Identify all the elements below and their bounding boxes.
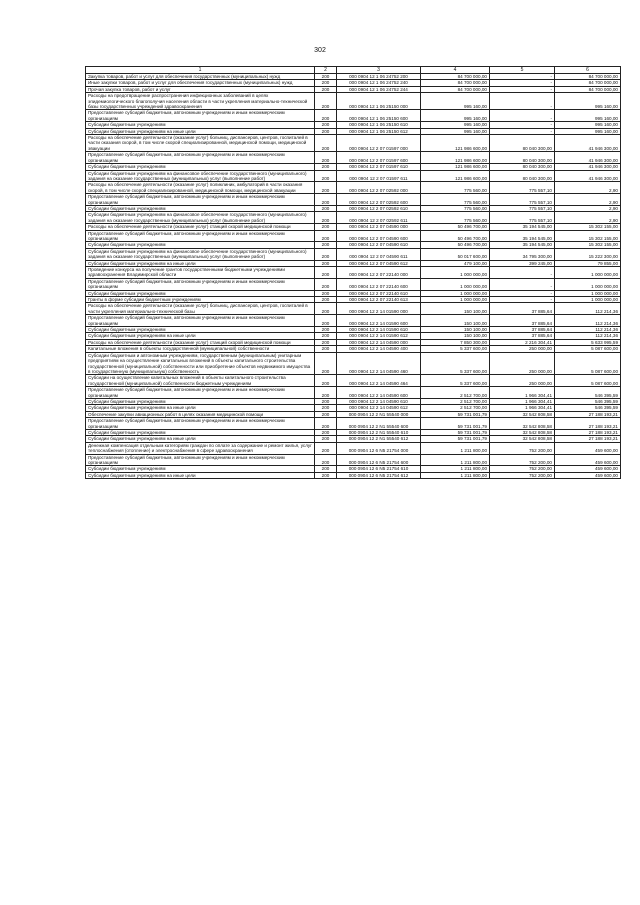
table-row	[86, 194, 621, 206]
classification-code-cell: 000 0904 12 2 07 02592 000	[337, 182, 421, 194]
table-row	[86, 436, 621, 442]
approved-amount-cell: 1 000 000,00	[421, 278, 490, 290]
executed-amount-cell: 35 194 545,00	[490, 224, 555, 230]
column-number-row	[86, 67, 621, 74]
table-row	[86, 375, 621, 387]
classification-code-cell: 000 0904 12 2 14 04590 600	[337, 387, 421, 399]
unexecuted-amount-cell: 1 000 000,00	[555, 290, 621, 296]
table-row	[86, 387, 621, 399]
classification-code-cell: 000 0904 12 2 14 01590 000	[337, 303, 421, 315]
executed-amount-cell: 32 542 808,58	[490, 436, 555, 442]
unexecuted-amount-cell: 15 302 155,00	[555, 242, 621, 248]
table-row	[86, 230, 621, 242]
admin-code-cell: 200	[315, 242, 337, 248]
executed-amount-cell: 752 200,00	[490, 454, 555, 466]
column-number-3: 3	[337, 67, 421, 74]
approved-amount-cell: 1 211 800,00	[421, 454, 490, 466]
admin-code-cell: 200	[315, 442, 337, 454]
admin-code-cell: 200	[315, 352, 337, 375]
approved-amount-cell: 59 731 001,79	[421, 429, 490, 435]
executed-amount-cell: 35 194 545,00	[490, 242, 555, 248]
expense-name-cell: Денежная компенсация отдельным категориям граждан по оплате за содержание и ремонт жилья, услуг теплоснабжения (отопление) и электроснабжения в сфере здравоохранения	[86, 442, 315, 454]
unexecuted-amount-cell: 15 302 155,00	[555, 224, 621, 230]
classification-code-cell: 000 0904 12 2 07 04590 611	[337, 248, 421, 260]
executed-amount-cell: 35 194 545,00	[490, 230, 555, 242]
admin-code-cell: 200	[315, 170, 337, 182]
executed-amount-cell: 32 542 808,58	[490, 418, 555, 430]
admin-code-cell: 200	[315, 86, 337, 92]
approved-amount-cell: 50 496 700,00	[421, 224, 490, 230]
expense-name-cell: Расходы на обеспечение деятельности (оказание услуг) больниц, диспансеров, центров, госпиталей в части укрепления материально-технической базы	[86, 303, 315, 315]
unexecuted-amount-cell: 112 214,36	[555, 315, 621, 327]
executed-amount-cell: 32 542 808,58	[490, 411, 555, 417]
unexecuted-amount-cell: 2,90	[555, 182, 621, 194]
admin-code-cell: 200	[315, 436, 337, 442]
executed-amount-cell: 752 200,00	[490, 466, 555, 472]
approved-amount-cell: 121 986 600,00	[421, 164, 490, 170]
classification-code-cell: 000 0904 12 2 14 04590 000	[337, 339, 421, 345]
classification-code-cell: 000 0904 12 2 07 02592 611	[337, 212, 421, 224]
unexecuted-amount-cell: 27 188 193,21	[555, 436, 621, 442]
executed-amount-cell: -	[490, 86, 555, 92]
admin-code-cell: 200	[315, 80, 337, 86]
column-number-6: 6	[555, 67, 621, 74]
expense-name-cell: Субсидии бюджетным учреждениям на финансовое обеспечение государственного (муниципального) задания на оказание государственных (муниципальных) услуг (выполнение работ)	[86, 212, 315, 224]
classification-code-cell: 000 0904 12 2 07 04590 612	[337, 260, 421, 266]
admin-code-cell: 200	[315, 122, 337, 128]
table-row	[86, 411, 621, 417]
unexecuted-amount-cell: 995 160,00	[555, 122, 621, 128]
table-row	[86, 333, 621, 339]
unexecuted-amount-cell: 84 700 000,00	[555, 74, 621, 80]
unexecuted-amount-cell: 546 395,59	[555, 387, 621, 399]
expense-name-cell: Субсидии бюджетным учреждениям	[86, 205, 315, 211]
expense-name-cell: Прочая закупка товаров, работ и услуг	[86, 86, 315, 92]
approved-amount-cell: 775 560,00	[421, 205, 490, 211]
classification-code-cell: 000 0904 12 2 07 04590 610	[337, 242, 421, 248]
table-row	[86, 405, 621, 411]
unexecuted-amount-cell: 1 000 000,00	[555, 278, 621, 290]
unexecuted-amount-cell: 15 302 155,00	[555, 230, 621, 242]
executed-amount-cell: 775 557,10	[490, 212, 555, 224]
admin-code-cell: 200	[315, 267, 337, 279]
admin-code-cell: 200	[315, 194, 337, 206]
executed-amount-cell: 250 000,00	[490, 375, 555, 387]
classification-code-cell: 000 0904 12 2 07 04590 000	[337, 224, 421, 230]
executed-amount-cell: 775 557,10	[490, 194, 555, 206]
expense-name-cell: Предоставление субсидий бюджетным, автономным учреждениям и иным некоммерческим организациям	[86, 194, 315, 206]
executed-amount-cell: 775 557,10	[490, 182, 555, 194]
expense-name-cell: Предоставление субсидий бюджетным, автономным учреждениям и иным некоммерческим организациям	[86, 387, 315, 399]
table-row	[86, 152, 621, 164]
unexecuted-amount-cell: 546 395,59	[555, 398, 621, 404]
expense-name-cell: Субсидии на осуществление капитальных вложений в объекты капитального строительства государственной (муниципальной) собственности бюджетным учреждениям	[86, 375, 315, 387]
executed-amount-cell: -	[490, 290, 555, 296]
admin-code-cell: 200	[315, 405, 337, 411]
table-row	[86, 315, 621, 327]
admin-code-cell: 200	[315, 290, 337, 296]
expense-name-cell: Расходы на обеспечение деятельности (оказание услуг) поликлиник, амбулаторий в части оказания скорой, в том числе скорой специализированной, медицинской помощи, медицинской эвакуации	[86, 182, 315, 194]
expense-name-cell: Предоставление субсидий бюджетным, автономным учреждениям и иным некоммерческим организациям	[86, 454, 315, 466]
admin-code-cell: 200	[315, 472, 337, 478]
unexecuted-amount-cell: 995 160,00	[555, 110, 621, 122]
page-number: 302	[314, 47, 326, 54]
approved-amount-cell: 5 337 600,00	[421, 352, 490, 375]
approved-amount-cell: 775 560,00	[421, 212, 490, 224]
classification-code-cell: 000 0904 12 1 06 25150 612	[337, 128, 421, 134]
unexecuted-amount-cell: 459 600,00	[555, 472, 621, 478]
admin-code-cell: 200	[315, 93, 337, 110]
classification-code-cell: 000 0904 12 1 06 24752 200	[337, 74, 421, 80]
admin-code-cell: 200	[315, 333, 337, 339]
expense-name-cell: Субсидии бюджетным учреждениям на иные цели	[86, 128, 315, 134]
executed-amount-cell: -	[490, 110, 555, 122]
classification-code-cell: 000 0904 12 2 07 01597 611	[337, 170, 421, 182]
table-row	[86, 339, 621, 345]
admin-code-cell: 200	[315, 182, 337, 194]
unexecuted-amount-cell: 2,90	[555, 212, 621, 224]
executed-amount-cell: 1 966 304,41	[490, 387, 555, 399]
approved-amount-cell: 121 986 600,00	[421, 135, 490, 152]
approved-amount-cell: 150 100,00	[421, 327, 490, 333]
classification-code-cell: 000 0904 12 2 14 04590 612	[337, 405, 421, 411]
admin-code-cell: 200	[315, 418, 337, 430]
expense-name-cell: Субсидии бюджетным учреждениям на иные цели	[86, 333, 315, 339]
expense-name-cell: Субсидии бюджетным учреждениям	[86, 122, 315, 128]
expense-name-cell: Гранты в форме субсидии бюджетным учреждениям	[86, 297, 315, 303]
executed-amount-cell: -	[490, 80, 555, 86]
table-row	[86, 303, 621, 315]
unexecuted-amount-cell: 995 160,00	[555, 128, 621, 134]
executed-amount-cell: 80 040 300,00	[490, 170, 555, 182]
table-row	[86, 224, 621, 230]
approved-amount-cell: 775 560,00	[421, 182, 490, 194]
unexecuted-amount-cell: 995 160,00	[555, 93, 621, 110]
expense-name-cell: Субсидии бюджетным учреждениям на финансовое обеспечение государственного (муниципального) задания на оказание государственных (муниципальных) услуг (выполнение работ)	[86, 248, 315, 260]
approved-amount-cell: 84 700 000,00	[421, 80, 490, 86]
expense-name-cell: Субсидии бюджетным учреждениям	[86, 466, 315, 472]
unexecuted-amount-cell: 27 188 193,21	[555, 418, 621, 430]
classification-code-cell: 000 0904 12 6 N5 21754 000	[337, 442, 421, 454]
expense-name-cell: Субсидии бюджетным учреждениям	[86, 164, 315, 170]
executed-amount-cell: 1 966 304,41	[490, 398, 555, 404]
admin-code-cell: 200	[315, 110, 337, 122]
classification-code-cell: 000 0904 12 2 07 22140 613	[337, 297, 421, 303]
classification-code-cell: 000 0904 12 2 14 04590 610	[337, 398, 421, 404]
approved-amount-cell: 5 337 600,00	[421, 375, 490, 387]
executed-amount-cell: 80 040 300,00	[490, 135, 555, 152]
admin-code-cell: 200	[315, 205, 337, 211]
admin-code-cell: 200	[315, 303, 337, 315]
expense-name-cell: Субсидии бюджетным учреждениям	[86, 242, 315, 248]
table-row	[86, 278, 621, 290]
executed-amount-cell: 37 885,64	[490, 333, 555, 339]
expense-name-cell: Проведение конкурса на получение грантов государственными бюджетными учреждениями здравоохранения Владимирской области	[86, 267, 315, 279]
approved-amount-cell: 995 160,00	[421, 110, 490, 122]
unexecuted-amount-cell: 459 600,00	[555, 466, 621, 472]
classification-code-cell: 000 0904 12 2 14 04590 464	[337, 375, 421, 387]
unexecuted-amount-cell: 5 087 600,00	[555, 352, 621, 375]
unexecuted-amount-cell: 112 214,36	[555, 333, 621, 339]
table-row	[86, 182, 621, 194]
expense-name-cell: Субсидии бюджетным учреждениям	[86, 290, 315, 296]
admin-code-cell: 200	[315, 248, 337, 260]
admin-code-cell: 200	[315, 260, 337, 266]
unexecuted-amount-cell: 41 946 300,00	[555, 164, 621, 170]
approved-amount-cell: 84 700 000,00	[421, 74, 490, 80]
unexecuted-amount-cell: 27 188 193,21	[555, 411, 621, 417]
unexecuted-amount-cell: 84 700 000,00	[555, 80, 621, 86]
table-row	[86, 346, 621, 352]
approved-amount-cell: 150 100,00	[421, 315, 490, 327]
approved-amount-cell: 50 017 600,00	[421, 248, 490, 260]
classification-code-cell: 000 0904 12 2 14 01590 612	[337, 333, 421, 339]
classification-code-cell: 000 0904 12 2 07 01597 610	[337, 164, 421, 170]
table-row	[86, 418, 621, 430]
expense-name-cell: Предоставление субсидий бюджетным, автономным учреждениям и иным некоммерческим организациям	[86, 278, 315, 290]
admin-code-cell: 200	[315, 346, 337, 352]
admin-code-cell: 200	[315, 152, 337, 164]
unexecuted-amount-cell: 41 946 300,00	[555, 152, 621, 164]
expense-name-cell: Предоставление субсидий бюджетным, автономным учреждениям и иным некоммерческим организациям	[86, 315, 315, 327]
approved-amount-cell: 1 000 000,00	[421, 290, 490, 296]
table-row	[86, 135, 621, 152]
admin-code-cell: 200	[315, 212, 337, 224]
approved-amount-cell: 59 731 001,79	[421, 411, 490, 417]
classification-code-cell: 000 0904 12 2 N1 55540 600	[337, 418, 421, 430]
admin-code-cell: 200	[315, 339, 337, 345]
classification-code-cell: 000 0904 12 2 07 01597 000	[337, 135, 421, 152]
column-number-1: 1	[86, 67, 315, 74]
admin-code-cell: 200	[315, 128, 337, 134]
classification-code-cell: 000 0904 12 2 14 01590 600	[337, 315, 421, 327]
unexecuted-amount-cell: 84 700 000,00	[555, 86, 621, 92]
approved-amount-cell: 59 731 001,79	[421, 418, 490, 430]
expense-name-cell: Иные закупки товаров, работ и услуг для обеспечения государственных (муниципальных) нужд	[86, 80, 315, 86]
table-row	[86, 212, 621, 224]
expense-name-cell: Субсидии бюджетным учреждениям на иные цели	[86, 260, 315, 266]
approved-amount-cell: 1 211 800,00	[421, 466, 490, 472]
admin-code-cell: 200	[315, 398, 337, 404]
executed-amount-cell: -	[490, 297, 555, 303]
unexecuted-amount-cell: 27 188 193,21	[555, 429, 621, 435]
unexecuted-amount-cell: 459 600,00	[555, 454, 621, 466]
classification-code-cell: 000 0904 12 2 14 04590 460	[337, 352, 421, 375]
classification-code-cell: 000 0904 12 2 N1 55540 612	[337, 436, 421, 442]
expense-name-cell: Капитальные вложения в объекты государственной (муниципальной) собственности	[86, 346, 315, 352]
approved-amount-cell: 150 100,00	[421, 333, 490, 339]
unexecuted-amount-cell: 79 855,00	[555, 260, 621, 266]
budget-execution-table	[85, 66, 621, 479]
executed-amount-cell: 752 200,00	[490, 472, 555, 478]
approved-amount-cell: 2 512 700,00	[421, 398, 490, 404]
classification-code-cell: 000 0904 12 2 N1 55540 610	[337, 429, 421, 435]
executed-amount-cell: 32 542 808,58	[490, 429, 555, 435]
approved-amount-cell: 121 986 600,00	[421, 152, 490, 164]
unexecuted-amount-cell: 112 214,36	[555, 303, 621, 315]
unexecuted-amount-cell: 2,90	[555, 194, 621, 206]
executed-amount-cell: 1 966 304,41	[490, 405, 555, 411]
approved-amount-cell: 2 512 700,00	[421, 387, 490, 399]
expense-name-cell: Предоставление субсидий бюджетным, автономным учреждениям и иным некоммерческим организациям	[86, 110, 315, 122]
approved-amount-cell: 1 000 000,00	[421, 267, 490, 279]
approved-amount-cell: 1 211 800,00	[421, 442, 490, 454]
executed-amount-cell: -	[490, 74, 555, 80]
table-row	[86, 170, 621, 182]
classification-code-cell: 000 0904 12 2 N1 55540 000	[337, 411, 421, 417]
table-row	[86, 110, 621, 122]
admin-code-cell: 200	[315, 164, 337, 170]
approved-amount-cell: 1 000 000,00	[421, 297, 490, 303]
classification-code-cell: 000 0904 12 2 07 04590 600	[337, 230, 421, 242]
expense-name-cell: Субсидии бюджетным учреждениям на иные цели	[86, 472, 315, 478]
unexecuted-amount-cell: 546 395,59	[555, 405, 621, 411]
approved-amount-cell: 50 496 700,00	[421, 230, 490, 242]
approved-amount-cell: 995 160,00	[421, 128, 490, 134]
approved-amount-cell: 479 100,00	[421, 260, 490, 266]
unexecuted-amount-cell: 112 214,36	[555, 327, 621, 333]
expense-name-cell: Субсидии бюджетным учреждениям	[86, 327, 315, 333]
table-row	[86, 260, 621, 266]
table-row	[86, 442, 621, 454]
unexecuted-amount-cell: 2,90	[555, 205, 621, 211]
expense-name-cell: Расходы на обеспечение деятельности (оказание услуг) больниц, диспансеров, центров, госпиталей в части оказания скорой, в том числе скорой специализированной, медицинской помощи, медицинской эвакуации	[86, 135, 315, 152]
unexecuted-amount-cell: 41 946 300,00	[555, 170, 621, 182]
approved-amount-cell: 121 986 600,00	[421, 170, 490, 182]
expense-name-cell: Предоставление субсидий бюджетным, автономным учреждениям и иным некоммерческим организациям	[86, 230, 315, 242]
expense-name-cell: Расходы на обеспечение деятельности (оказание услуг) станций скорой медицинской помощи	[86, 224, 315, 230]
admin-code-cell: 200	[315, 454, 337, 466]
executed-amount-cell: 752 200,00	[490, 442, 555, 454]
classification-code-cell: 000 0904 12 6 N5 21754 610	[337, 466, 421, 472]
classification-code-cell: 000 0904 12 1 06 25150 600	[337, 110, 421, 122]
classification-code-cell: 000 0904 12 1 06 25150 000	[337, 93, 421, 110]
approved-amount-cell: 150 100,00	[421, 303, 490, 315]
classification-code-cell: 000 0904 12 6 N5 21754 600	[337, 454, 421, 466]
executed-amount-cell: 37 885,64	[490, 315, 555, 327]
classification-code-cell: 000 0904 12 2 07 02592 610	[337, 205, 421, 211]
executed-amount-cell: 80 040 300,00	[490, 152, 555, 164]
approved-amount-cell: 59 731 001,79	[421, 436, 490, 442]
executed-amount-cell: 775 557,10	[490, 205, 555, 211]
admin-code-cell: 200	[315, 375, 337, 387]
admin-code-cell: 200	[315, 230, 337, 242]
approved-amount-cell: 995 160,00	[421, 93, 490, 110]
executed-amount-cell: 80 040 300,00	[490, 164, 555, 170]
admin-code-cell: 200	[315, 135, 337, 152]
classification-code-cell: 000 0904 12 1 06 24752 244	[337, 86, 421, 92]
expense-name-cell: Субсидии бюджетным учреждениям на иные цели	[86, 436, 315, 442]
table-row	[86, 352, 621, 375]
unexecuted-amount-cell: 5 633 995,59	[555, 339, 621, 345]
classification-code-cell: 000 0904 12 2 07 22140 600	[337, 278, 421, 290]
expense-name-cell: Обеспечение закупки авиационных работ в целях оказания медицинской помощи	[86, 411, 315, 417]
expense-name-cell: Субсидии бюджетным учреждениям на иные цели	[86, 405, 315, 411]
expense-name-cell: Расходы на предотвращение распространения инфекционных заболеваний в целях эпидемиологического благополучия населения области в части укрепления материально-технической базы государственных учреждений здравоохранения	[86, 93, 315, 110]
classification-code-cell: 000 0904 12 1 06 24752 240	[337, 80, 421, 86]
column-number-4: 4	[421, 67, 490, 74]
approved-amount-cell: 5 337 600,00	[421, 346, 490, 352]
expense-name-cell: Предоставление субсидий бюджетным, автономным учреждениям и иным некоммерческим организациям	[86, 152, 315, 164]
expense-name-cell: Субсидии бюджетным учреждениям	[86, 398, 315, 404]
admin-code-cell: 200	[315, 429, 337, 435]
expense-name-cell: Закупка товаров, работ и услуг для обеспечения государственных (муниципальных) нужд	[86, 74, 315, 80]
column-number-2: 2	[315, 67, 337, 74]
admin-code-cell: 200	[315, 411, 337, 417]
table-row	[86, 454, 621, 466]
classification-code-cell: 000 0904 12 2 14 04590 400	[337, 346, 421, 352]
classification-code-cell: 000 0904 12 2 14 01590 610	[337, 327, 421, 333]
admin-code-cell: 200	[315, 327, 337, 333]
approved-amount-cell: 775 560,00	[421, 194, 490, 206]
approved-amount-cell: 2 512 700,00	[421, 405, 490, 411]
classification-code-cell: 000 0904 12 2 07 01597 600	[337, 152, 421, 164]
approved-amount-cell: 1 211 800,00	[421, 472, 490, 478]
admin-code-cell: 200	[315, 278, 337, 290]
unexecuted-amount-cell: 5 087 600,00	[555, 375, 621, 387]
approved-amount-cell: 995 160,00	[421, 122, 490, 128]
admin-code-cell: 200	[315, 315, 337, 327]
classification-code-cell: 000 0904 12 1 06 25150 610	[337, 122, 421, 128]
executed-amount-cell: -	[490, 278, 555, 290]
table-row	[86, 472, 621, 478]
classification-code-cell: 000 0904 12 2 07 02592 600	[337, 194, 421, 206]
unexecuted-amount-cell: 1 000 000,00	[555, 297, 621, 303]
unexecuted-amount-cell: 1 000 000,00	[555, 267, 621, 279]
executed-amount-cell: -	[490, 93, 555, 110]
approved-amount-cell: 84 700 000,00	[421, 86, 490, 92]
unexecuted-amount-cell: 41 946 300,00	[555, 135, 621, 152]
admin-code-cell: 200	[315, 297, 337, 303]
classification-code-cell: 000 0904 12 2 07 22140 610	[337, 290, 421, 296]
table-row	[86, 267, 621, 279]
admin-code-cell: 200	[315, 387, 337, 399]
expense-name-cell: Субсидии бюджетным учреждениям	[86, 429, 315, 435]
executed-amount-cell: -	[490, 122, 555, 128]
unexecuted-amount-cell: 459 600,00	[555, 442, 621, 454]
admin-code-cell: 200	[315, 74, 337, 80]
table-row	[86, 248, 621, 260]
classification-code-cell: 000 0904 12 2 07 22140 000	[337, 267, 421, 279]
expense-name-cell: Расходы на обеспечение деятельности (оказание услуг) станций скорой медицинской помощи	[86, 339, 315, 345]
approved-amount-cell: 7 850 300,00	[421, 339, 490, 345]
executed-amount-cell: 37 885,64	[490, 327, 555, 333]
expense-name-cell: Субсидии бюджетным учреждениям на финансовое обеспечение государственного (муниципального) задания на оказание государственных (муниципальных) услуг (выполнение работ)	[86, 170, 315, 182]
executed-amount-cell: -	[490, 267, 555, 279]
executed-amount-cell: -	[490, 128, 555, 134]
unexecuted-amount-cell: 5 087 600,00	[555, 346, 621, 352]
unexecuted-amount-cell: 15 222 300,00	[555, 248, 621, 260]
admin-code-cell: 200	[315, 224, 337, 230]
table-row	[86, 93, 621, 110]
executed-amount-cell: 37 885,64	[490, 303, 555, 315]
executed-amount-cell: 2 216 304,41	[490, 339, 555, 345]
executed-amount-cell: 250 000,00	[490, 346, 555, 352]
column-number-5: 5	[490, 67, 555, 74]
executed-amount-cell: 250 000,00	[490, 352, 555, 375]
executed-amount-cell: 34 795 300,00	[490, 248, 555, 260]
classification-code-cell: 000 0904 12 6 N5 21754 612	[337, 472, 421, 478]
executed-amount-cell: 399 245,00	[490, 260, 555, 266]
admin-code-cell: 200	[315, 466, 337, 472]
expense-name-cell: Субсидии бюджетным и автономным учреждениям, государственным (муниципальным) унитарным предприятиям на осуществление капитальных вложений в объекты капитального строительства государственной (муниципальной) собственности или приобретение объектов недвижимого имущества в государственную (муниципальную) собственность	[86, 352, 315, 375]
approved-amount-cell: 50 496 700,00	[421, 242, 490, 248]
expense-name-cell: Предоставление субсидий бюджетным, автономным учреждениям и иным некоммерческим организациям	[86, 418, 315, 430]
